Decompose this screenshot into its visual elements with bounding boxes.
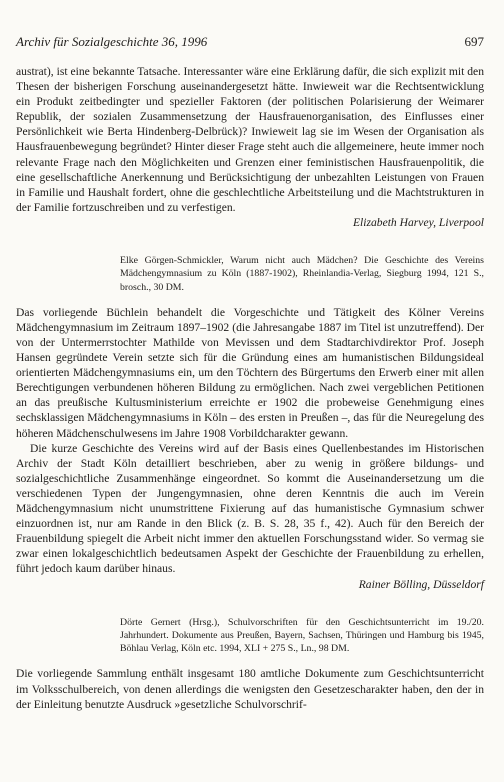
page-number: 697 — [464, 34, 484, 49]
book-citation: Dörte Gernert (Hrsg.), Schulvorschriften für den Geschichtsunterricht im 19./20. Jahrhundert. Dokumente aus Preußen, Bayern, Sachsen, Thüringen und Hamburg bis 1945, Böhlau Verlag, Köln etc. 1994, XLI + 275 S., Ln., 98 DM. — [120, 616, 484, 655]
reviewer-signature: Rainer Bölling, Düsseldorf — [358, 577, 484, 591]
book-citation: Elke Görgen-Schmickler, Warum nicht auch Mädchen? Die Geschichte des Vereins Mädchengymnasium zu Köln (1887-1902), Rheinlandia-Verlag, Siegburg 1994, 121 S., brosch., 30 DM. — [120, 254, 484, 293]
reviewer-signature: Elizabeth Harvey, Liverpool — [352, 215, 484, 229]
review-gernert — [16, 616, 484, 712]
review-paragraph: Die kurze Geschichte des Vereins wird auf der Basis eines Quellenbestandes im Historischen Archiv der Stadt Köln detailliert beschrieben, aber zu wenig in größere bildungs- und sozialgeschichtliche Zusammenhänge eingeordnet. So kommt die Auseinandersetzung um die verschiedenen Typen der Jungengymnasien, ohne deren Kenntnis die auch im Verein Mädchengymnasium nicht unumstrittene Fixierung auf das humanistische Gymnasium schwer einzuordnen ist, nur am Rande in den Blick (z. B. S. 28, 35 f., 42). Auch für den Bereich der Frauenbildung spiegelt die Arbeit nicht immer den aktuellen Forschungsstand wider. So vermag sie zwar einen lokalgeschichtlich bedeutsamen Aspekt der Geschichte der Frauenbildung zu erhellen, führt jedoch kaum darüber hinaus. — [16, 441, 484, 576]
journal-title: Archiv für Sozialgeschichte 36, 1996 — [16, 34, 208, 49]
review-paragraph: Die vorliegende Sammlung enthält insgesamt 180 amtliche Dokumente zum Geschichtsunterricht im Volksschulbereich, von denen allerdings die wenigsten den Gesetzescharakter haben, den der in der Einleitung benutzte Ausdruck »gesetzliche Schulvorschrif- — [16, 667, 484, 711]
page-content — [16, 64, 484, 712]
review-boelling — [16, 254, 484, 592]
review-paragraph: Das vorliegende Büchlein behandelt die Vorgeschichte und Tätigkeit des Kölner Vereins Mädchengymnasium im Zeitraum 1897–1902 (die Jahresangabe 1887 im Titel ist unzutreffend). Der von der Untermerrstochter Mathilde von Mevissen und dem Stadtarchivdirektor Prof. Joseph Hansen gegründete Verein setzte sich für die Gründung eines am humanistischen Bildungsideal orientierten Mädchengymnasiums ein, um den Töchtern des Bürgertums den Erwerb einer mit allen Berechtigungen verbundenen höheren Bildung zu ermöglichen. Nach zwei vergeblichen Petitionen an das preußische Kultusministerium erreichte er 1902 die probeweise Genehmigung eines sechsklassigen Mädchengymnasiums in Köln – des ersten in Preußen –, das für die Neuregelung des höheren Mädchenschulwesens im Jahre 1908 Vorbildcharakter gewann. — [16, 305, 484, 440]
review-harvey — [16, 64, 484, 230]
review-paragraph: austrat), ist eine bekannte Tatsache. Interessanter wäre eine Erklärung dafür, die sich explizit mit den Thesen der bisherigen Forschung auseinandergesetzt hätte. Inwieweit war die Rechtsentwicklung ein Produkt zeitbedingter und spezieller Faktoren (der politischen Polarisierung der Weimarer Republik, der sozialen Zusammensetzung der Hausfrauenorganisation, des Einflusses einer Persönlichkeit wie Berta Hindenberg-Delbrück)? Inwieweit lag sie im Wesen der Organisation als Hausfrauenbewegung begründet? Hinter dieser Frage steht auch die allgemeinere, heute immer noch relevante Frage nach den Möglichkeiten und Grenzen einer feministischen Hausfrauenpolitik, die eine gesellschaftliche Anerkennung und Berücksichtigung der unbezahlten Leistungen von Frauen in Familie und Haushalt fordert, ohne die geschlechtliche Arbeitsteilung und die Machtstrukturen in der Familie fortzuschreiben und zu verfestigen. — [16, 65, 484, 214]
running-header — [16, 34, 484, 50]
